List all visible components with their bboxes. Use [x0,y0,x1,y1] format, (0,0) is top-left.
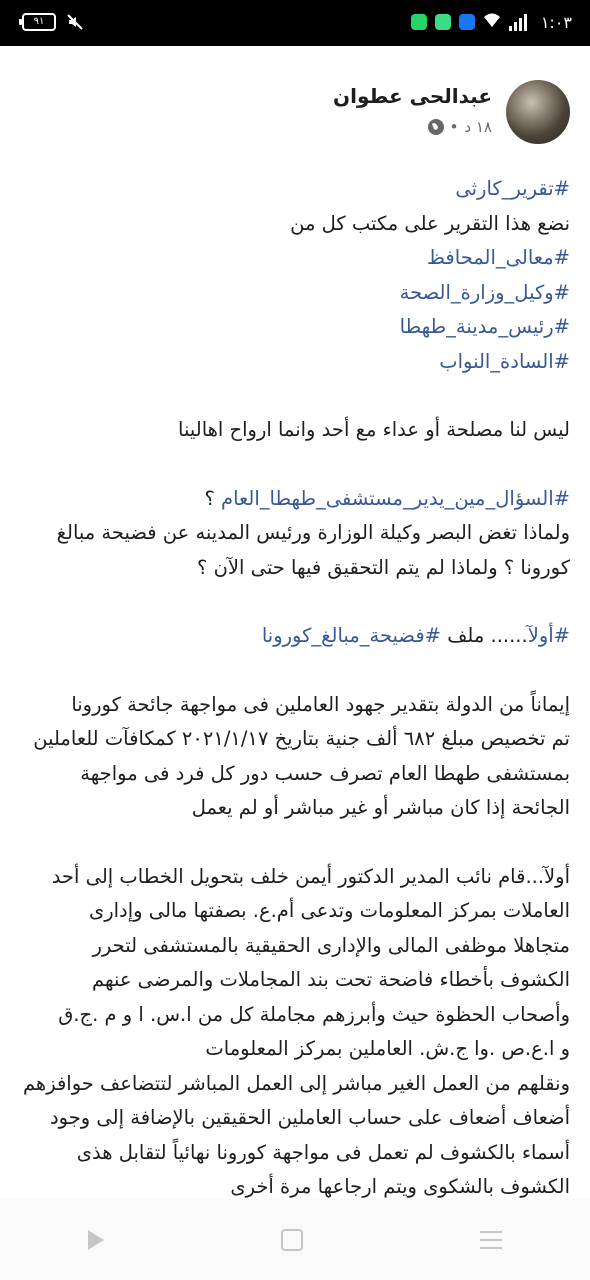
post-line: الجائحة إذا كان مباشر أو غير مباشر أو لم يعمل [191,796,570,819]
hashtag-link[interactable]: #أولآ [527,624,570,647]
post-line: الكشوف بالشكوى ويتم ارجاعها مرة أخرى [230,1175,570,1198]
post-line: نضع هذا التقرير على مكتب كل من [290,211,570,235]
post-meta [428,118,492,136]
status-bar [0,0,590,46]
post-line [18,482,570,517]
globe-icon[interactable] [428,119,444,135]
post-line: و ا.ع.ص .وا ج.ش. العاملين بمركز المعلومات [205,1037,570,1060]
nav-bar [0,1199,590,1280]
post-body [18,172,570,1199]
app-icon [435,14,451,30]
author-name[interactable]: عبدالحى عطوان [333,84,492,108]
wifi-icon [483,12,501,32]
post-line: بمستشفى طهطا العام تصرف حسب دور كل فرد فى مواجهة [80,761,570,785]
refresh-icon [459,14,475,30]
post-text: ؟ [204,486,221,510]
post-text: ...... ملف [441,624,528,647]
clock: ١:٠٣ [540,12,572,32]
back-icon[interactable] [88,1230,104,1250]
avatar[interactable] [506,80,570,144]
hashtag-link[interactable]: #وكيل_وزارة_الصحة [399,280,570,304]
post-line: وأصحاب الحظوة حيث وأبرزهم مجاملة كل من ا.س. ا و م .ج.ق [58,1002,570,1026]
post-line: ونقلهم من العمل الغير مباشر إلى العمل المباشر لتتضاعف حوافزهم [22,1071,570,1095]
post-line: ليس لنا مصلحة أو عداء مع أحد وانما ارواح اهالينا [178,418,570,441]
whatsapp-icon [411,14,427,30]
hashtag-link[interactable]: #فضيحة_مبالغ_كورونا [261,624,442,647]
hashtag-link[interactable]: #السادة_النواب [439,349,570,373]
hashtag-link[interactable]: #رئيس_مدينة_طهطا [399,315,570,338]
hashtag-link[interactable]: #تقرير_كارثى [455,177,570,200]
hashtag-link[interactable]: #معالى_المحافظ [426,246,570,269]
signal-icon [509,13,527,31]
menu-icon[interactable] [480,1231,502,1249]
post-line: أضعاف أضعاف على حساب العاملين الحقيقين بالإضافة إلى وجود [50,1106,570,1129]
post-time[interactable]: ١٨ د [464,118,492,136]
post-line: أولآ...قام نائب المدير الدكتور أيمن خلف بتحويل الخطاب إلى أحد [51,864,570,888]
battery-indicator: ٩١ [22,13,56,31]
post-line: كورونا ؟ ولماذا لم يتم التحقيق فيها حتى الآن ؟ [197,555,570,579]
post-line: إيماناً من الدولة بتقدير جهود العاملين فى مواجهة جائحة كورونا [71,692,570,716]
post-line: متجاهلا موظفى المالى والإدارى الحقيقية بالمستشفى لتحرر [92,933,570,957]
home-icon[interactable] [281,1229,303,1251]
mute-icon [66,13,84,31]
post-line: ولماذا تغض البصر وكيلة الوزارة ورئيس المدينه عن فضيحة مبالغ [56,521,570,544]
post-line: الكشوف بأخطاء فاضحة تحت بند المجاملات والمرضى عنهم [91,968,570,991]
post-line: تم تخصيص مبلغ ٦٨٢ ألف جنية بتاريخ ٢٠٢١/١/١٧ كمكافآت للعاملين [33,727,570,750]
hashtag-link[interactable]: #السؤال_مين_يدير_مستشفى_طهطا_العام [221,486,570,510]
post-line [18,619,570,654]
post-line: العاملات بمركز المعلومات وتدعى أم.ع. بصفتها مالى وإدارى [88,899,570,922]
post [0,46,590,1199]
meta-separator: • [449,118,459,136]
post-line: أسماء بالكشوف لم تعمل فى مواجهة كورونا نهائياً لتقابل هذى [76,1140,570,1164]
